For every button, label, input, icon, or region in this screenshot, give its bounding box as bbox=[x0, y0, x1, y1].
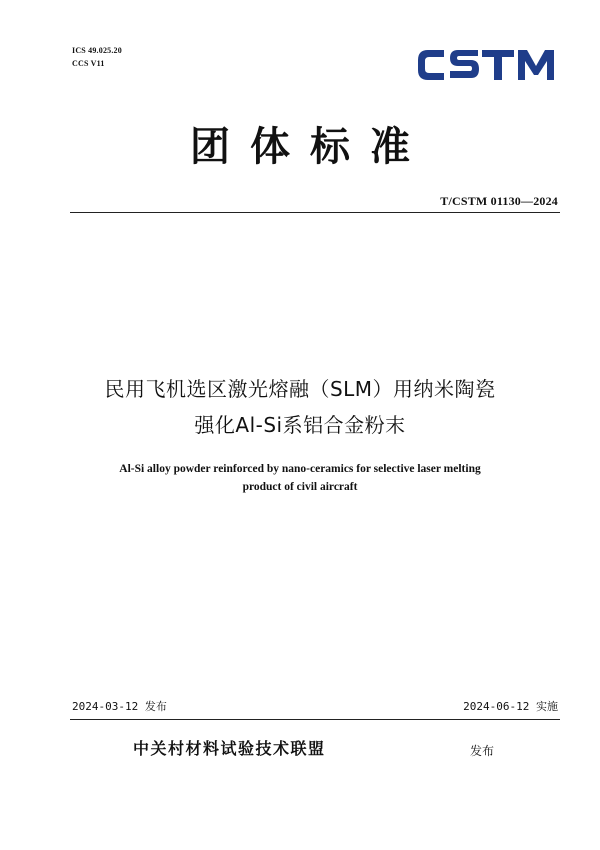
issue-date: 2024-03-12 发布 bbox=[72, 700, 167, 713]
publish-label: 发布 bbox=[470, 744, 495, 758]
cstm-logo bbox=[414, 44, 560, 86]
standard-number: T/CSTM 01130—2024 bbox=[440, 194, 558, 208]
ics-code: ICS 49.025.20 bbox=[72, 46, 122, 55]
ccs-code: CCS V11 bbox=[72, 59, 105, 68]
publisher-name: 中关村材料试验技术联盟 bbox=[133, 739, 326, 758]
english-title-line-2: product of civil aircraft bbox=[242, 481, 358, 493]
chinese-title-line-2: 强化Al-Si系铝合金粉末 bbox=[194, 413, 406, 437]
implementation-date: 2024-06-12 实施 bbox=[463, 700, 558, 713]
english-title-line-1: Al-Si alloy powder reinforced by nano-ceramics for selective laser melting bbox=[119, 463, 481, 475]
document-type-title: 团体标准 bbox=[190, 124, 430, 170]
chinese-title-line-1: 民用飞机选区激光熔融（SLM）用纳米陶瓷 bbox=[104, 377, 496, 401]
bottom-divider bbox=[70, 719, 560, 720]
top-divider bbox=[70, 212, 560, 213]
